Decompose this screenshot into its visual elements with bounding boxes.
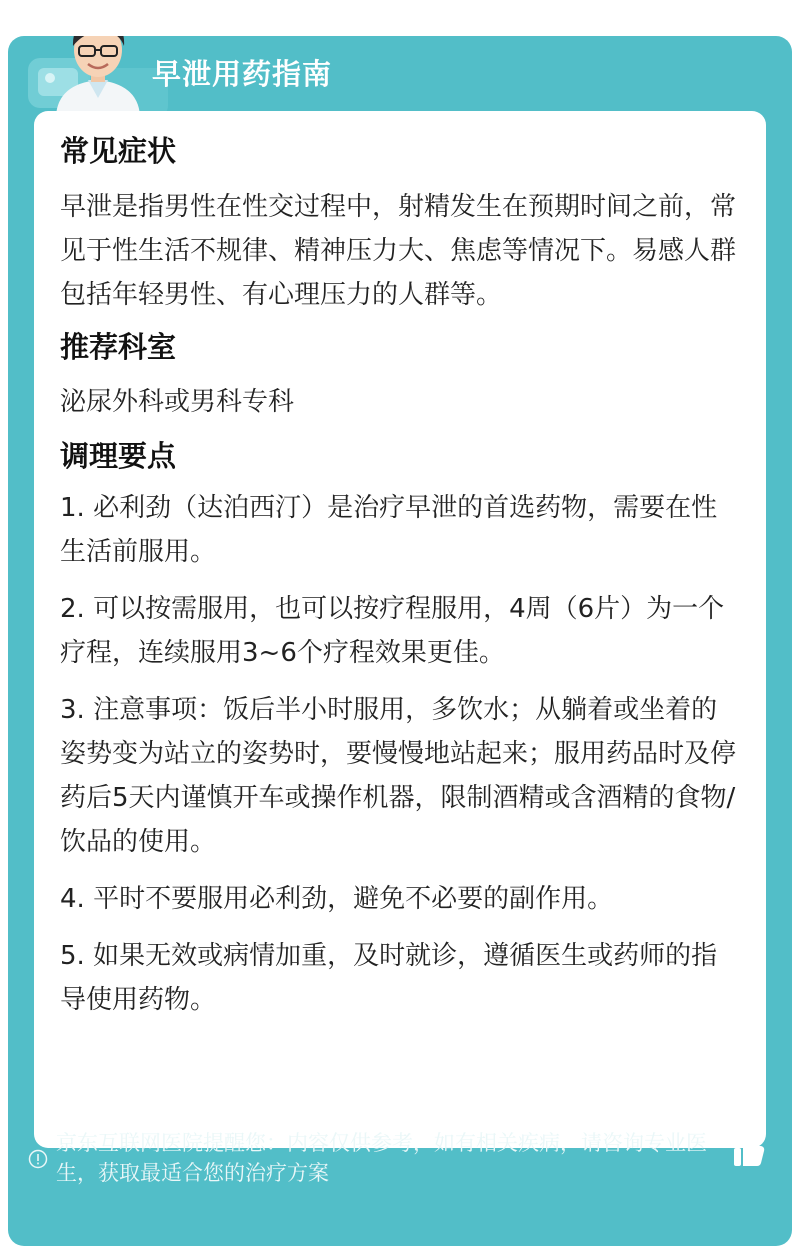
list-item: 1. 必利劲（达泊西汀）是治疗早泄的首选药物，需要在性生活前服用。 bbox=[60, 493, 718, 568]
list-item: 2. 可以按需服用，也可以按疗程服用，4周（6片）为一个疗程，连续服用3~6个疗程效果更佳。 bbox=[60, 594, 725, 669]
symptoms-text: 早泄是指男性在性交过程中，射精发生在预期时间之前，常见于性生活不规律、精神压力大、焦虑等情况下。易感人群包括年轻男性、有心理压力的人群等。 bbox=[60, 191, 737, 310]
guide-card bbox=[8, 36, 792, 1246]
department-text: 泌尿外科或男科专科 bbox=[60, 387, 295, 418]
info-icon bbox=[28, 1149, 48, 1169]
disclaimer bbox=[28, 1128, 748, 1188]
section-title-care-points: 调理要点 bbox=[60, 439, 177, 474]
thumbs-up-icon[interactable] bbox=[732, 1134, 766, 1168]
list-item: 5. 如果无效或病情加重，及时就诊，遵循医生或药师的指导使用药物。 bbox=[60, 941, 718, 1016]
list-item: 4. 平时不要服用必利劲，避免不必要的副作用。 bbox=[60, 884, 614, 915]
doctor-avatar-icon bbox=[48, 36, 148, 116]
content-panel bbox=[34, 111, 766, 1148]
section-title-symptoms: 常见症状 bbox=[60, 134, 177, 168]
disclaimer-text: 京东互联网医院提醒您：内容仅供参考，如有相关疾病，请咨询专业医生，获取最适合您的治疗方案 bbox=[56, 1131, 707, 1185]
page-title: 早泄用药指南 bbox=[152, 57, 333, 91]
list-item: 3. 注意事项：饭后半小时服用，多饮水；从躺着或坐着的姿势变为站立的姿势时，要慢慢地站起来；服用药品时及停药后5天内谨慎开车或操作机器，限制酒精或含酒精的食物/饮品的使用。 bbox=[60, 695, 737, 858]
section-title-department: 推荐科室 bbox=[60, 329, 177, 364]
